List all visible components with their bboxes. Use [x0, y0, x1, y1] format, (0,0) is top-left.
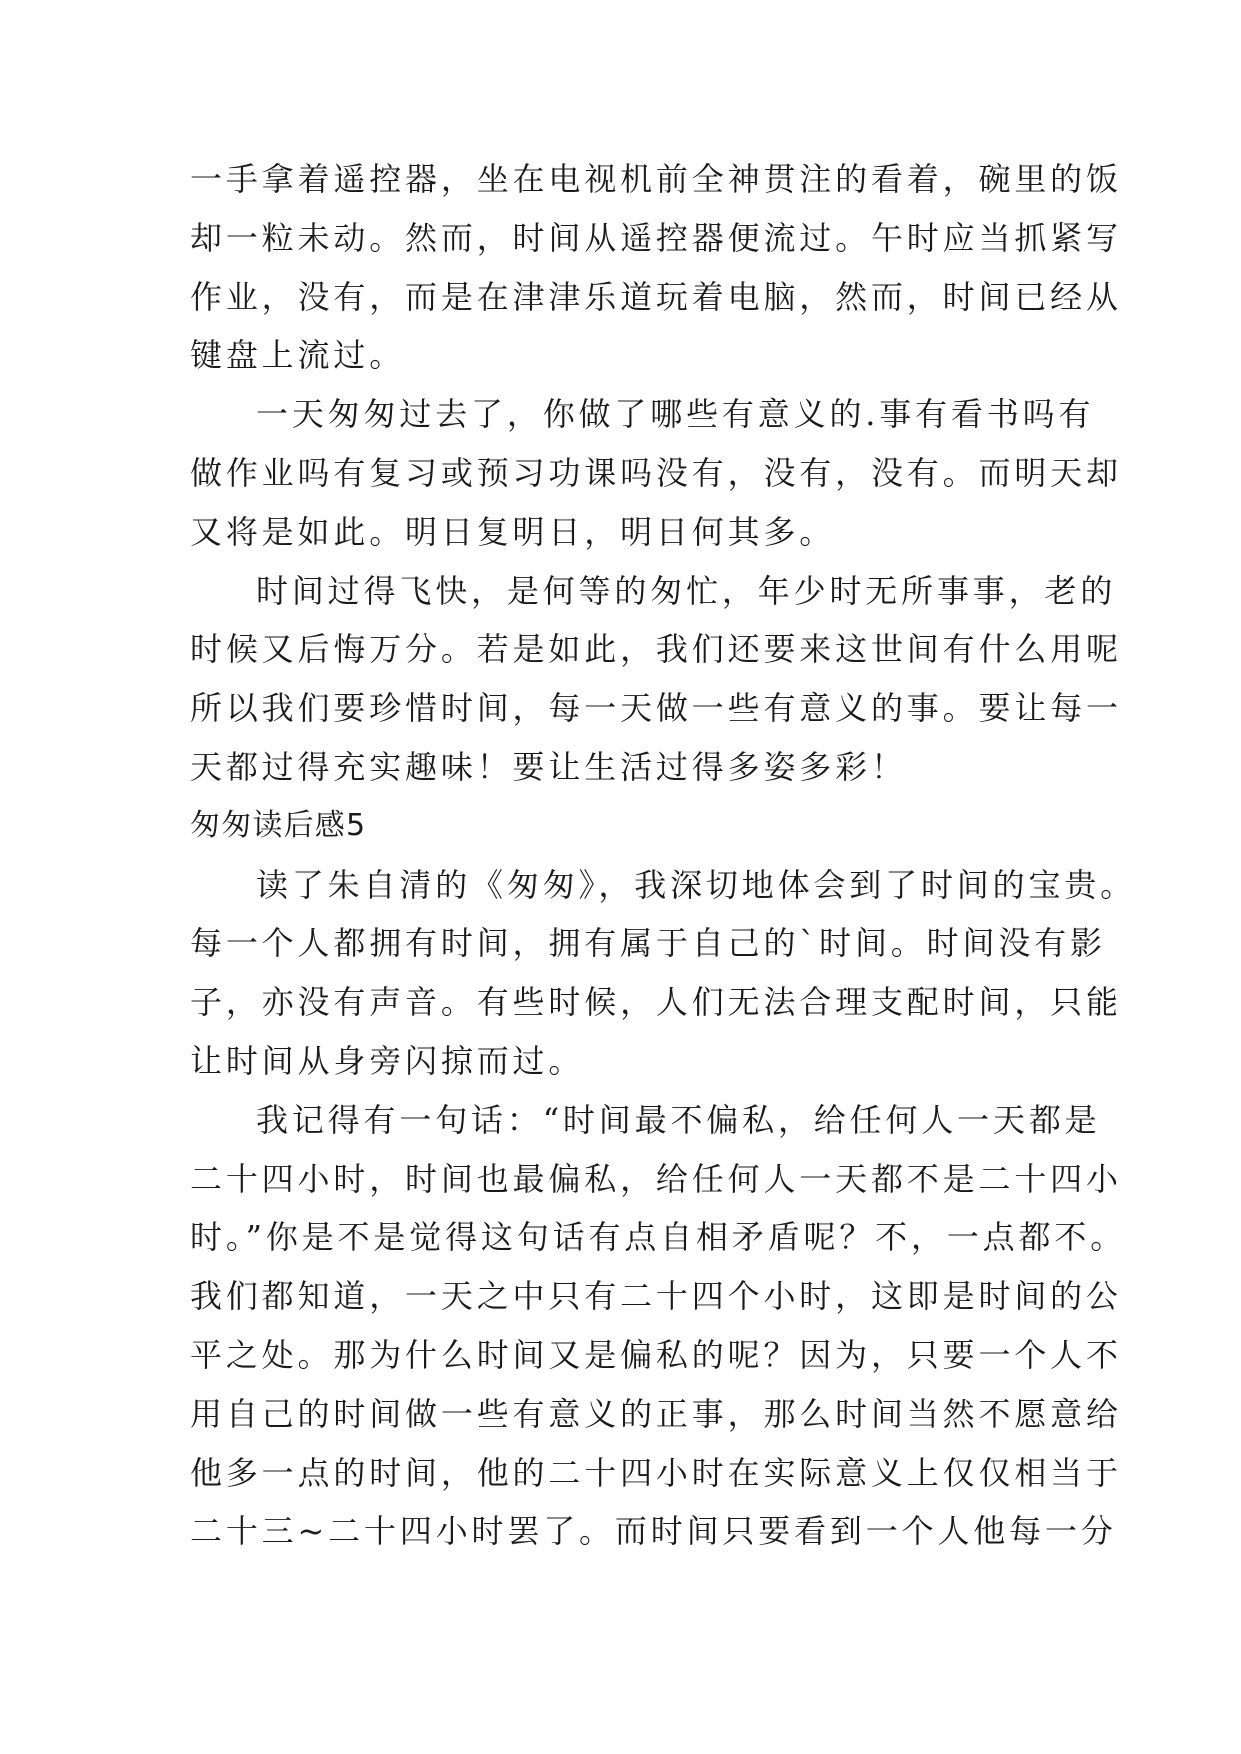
paragraph-2	[190, 385, 1122, 561]
text-line: 键盘上流过。	[190, 336, 406, 375]
paragraph-4	[190, 856, 1137, 1091]
text-line: 子，亦没有声音。有些时候，人们无法合理支配时间，只能	[190, 983, 1122, 1022]
paragraph-3	[190, 562, 1122, 797]
text-line: 又将是如此。明日复明日，明日何其多。	[190, 512, 836, 551]
text-line: 天都过得充实趣味！要让生活过得多姿多彩！	[190, 747, 907, 786]
text-line: 让时间从身旁闪掠而过。	[190, 1041, 585, 1080]
paragraph-5	[190, 1091, 1127, 1561]
text-line: 每一个人都拥有时间，拥有属于自己的`时间。时间没有影	[190, 924, 1106, 963]
text-line: 二十四小时，时间也最偏私，给任何人一天都不是二十四小	[190, 1159, 1122, 1198]
text-line: 时。”你是不是觉得这句话有点自相矛盾呢？不，一点都不。	[190, 1218, 1127, 1257]
text-line: 时候又后悔万分。若是如此，我们还要来这世间有什么用呢	[190, 630, 1122, 669]
document-body	[190, 150, 1137, 1561]
text-line: 时间过得飞快，是何等的匆忙，年少时无所事事，老的	[256, 571, 1117, 610]
text-line: 读了朱自清的《匆匆》，我深切地体会到了时间的宝贵。	[256, 865, 1137, 904]
text-line: 一手拿着遥控器，坐在电视机前全神贯注的看着，碗里的饭	[190, 160, 1122, 198]
text-line: 却一粒未动。然而，时间从遥控器便流过。午时应当抓紧写	[190, 218, 1122, 257]
text-line: 他多一点的时间，他的二十四小时在实际意义上仅仅相当于	[190, 1453, 1122, 1492]
text-line: 二十三~二十四小时罢了。而时间只要看到一个人他每一分	[190, 1512, 1117, 1551]
text-line: 平之处。那为什么时间又是偏私的呢？因为，只要一个人不	[190, 1335, 1122, 1374]
text-line: 一天匆匆过去了，你做了哪些有意义的.事有看书吗有	[256, 395, 1095, 434]
text-line: 作业，没有，而是在津津乐道玩着电脑，然而，时间已经从	[190, 277, 1122, 316]
text-line: 用自己的时间做一些有意义的正事，那么时间当然不愿意给	[190, 1394, 1122, 1433]
section-heading: 匆匆读后感5	[190, 807, 367, 843]
text-line: 做作业吗有复习或预习功课吗没有，没有，没有。而明天却	[190, 453, 1122, 492]
paragraph-1	[190, 150, 1122, 385]
text-line: 我们都知道，一天之中只有二十四个小时，这即是时间的公	[190, 1277, 1122, 1316]
text-line: 我记得有一句话：“时间最不偏私，给任何人一天都是	[256, 1100, 1101, 1139]
text-line: 所以我们要珍惜时间，每一天做一些有意义的事。要让每一	[190, 689, 1122, 728]
